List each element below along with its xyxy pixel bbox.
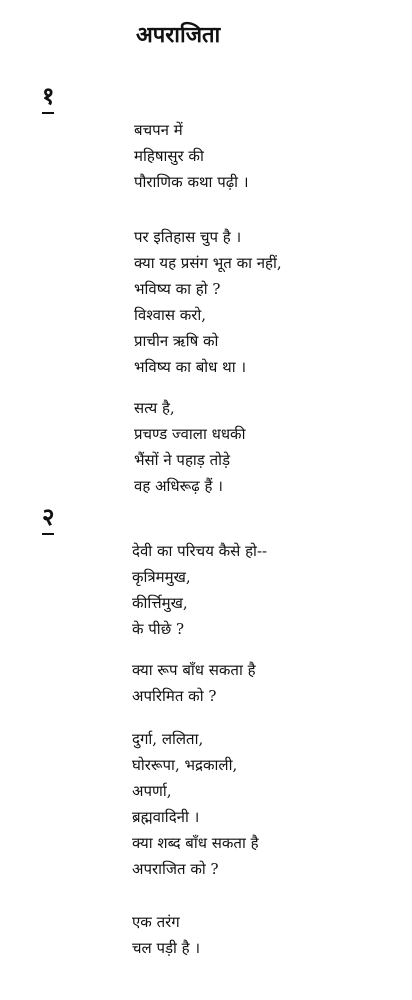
poem-line: के पीछे ? (132, 620, 185, 638)
poem-line: दुर्गा, ललिता, (132, 730, 204, 748)
poem-line: अपरिमित को ? (132, 687, 217, 705)
poem-title: अपराजिता (136, 22, 221, 48)
section-number-1: १ (42, 82, 54, 114)
poem-line: ब्रह्मवादिनी । (132, 808, 200, 826)
poem-line: प्राचीन ऋषि को (134, 332, 219, 350)
poem-line: एक तरंग (132, 913, 180, 931)
poem-line: अपराजित को ? (132, 860, 219, 878)
poem-line: बचपन में (134, 121, 183, 139)
poem-line: घोररूपा, भद्रकाली, (132, 756, 238, 774)
poem-line: विश्वास करो, (134, 306, 207, 324)
poem-line: सत्य है, (134, 399, 175, 417)
poem-line: कृत्रिममुख, (132, 568, 191, 586)
poem-line: भविष्य का हो ? (134, 280, 221, 298)
poem-line: क्या यह प्रसंग भूत का नहीं, (134, 254, 282, 272)
poem-line: क्या शब्द बाँध सकता है (132, 834, 259, 852)
poem-line: चल पड़ी है । (132, 939, 201, 957)
poem-line: पर इतिहास चुप है । (134, 228, 242, 246)
section-number-2: २ (42, 503, 54, 535)
poem-line: प्रचण्ड ज्वाला धधकी (134, 425, 246, 443)
poem-line: देवी का परिचय कैसे हो-- (132, 542, 268, 560)
poem-line: पौराणिक कथा पढ़ी । (134, 173, 249, 191)
poem-line: अपर्णा, (132, 782, 172, 800)
poem-line: क्या रूप बाँध सकता है (132, 661, 256, 679)
poem-line: महिषासुर की (134, 147, 204, 165)
poem-line: भैंसों ने पहाड़ तोड़े (134, 451, 231, 469)
poem-line: भविष्य का बोध था । (134, 358, 247, 376)
poem-line: कीर्त्तिमुख, (132, 594, 188, 612)
poem-line: वह अधिरूढ़ हैं । (134, 477, 223, 495)
